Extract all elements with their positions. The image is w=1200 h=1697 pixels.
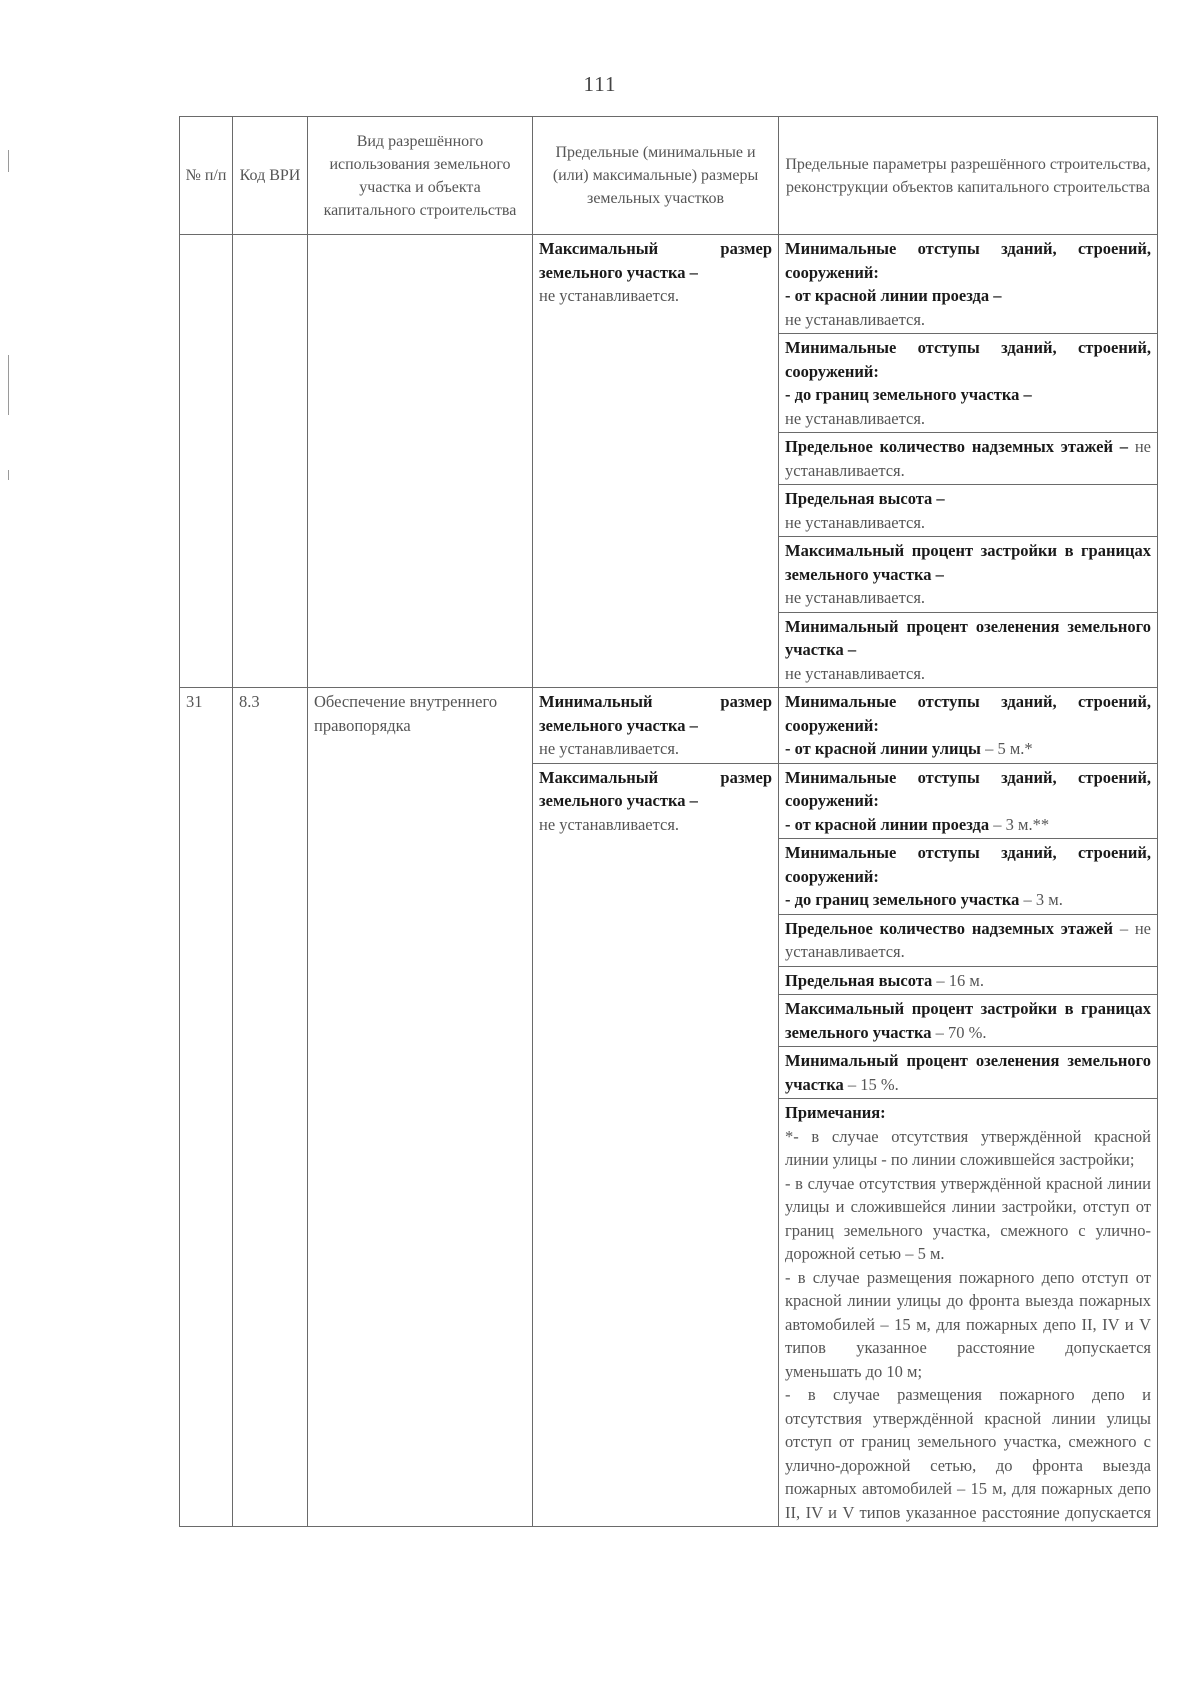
param-cell [779,334,1158,433]
param-value: – 3 м. [1023,890,1063,909]
param-sub: - до границ земельного участка [785,890,1020,909]
table-header-row [180,117,1158,235]
size-max-value: не устанавливается. [539,814,680,834]
param-sub: - до границ земельного участка – [785,385,1032,404]
scan-artifact [8,150,9,172]
param-value: – 5 м.* [985,739,1033,758]
param-cell [779,485,1158,537]
param-label: Предельная высота [785,970,933,990]
param-title: Минимальные отступы зданий, строений, сооружений: [785,692,1151,735]
param-cell [779,995,1158,1047]
cell-code-empty [233,235,308,688]
param-sub: - от красной линии проезда [785,814,990,834]
param-value: – 70 %. [935,1022,987,1042]
notes-title: Примечания: [785,1103,886,1122]
param-cell [779,537,1158,613]
size-min-label: Минимальный размер земельного участка – [539,692,772,735]
size-max-label: Максимальный размер земельного участка – [539,767,772,810]
scan-artifact [8,470,9,480]
note-item: - в случае размещения пожарного депо отступ от красной линии улицы до фронта выезда пожарных автомобилей – 15 м, для пожарных депо II, IV и V типов указанное расстояние допускается уменьшать до 10 м; [785,1267,1151,1381]
notes-text [785,1125,1151,1525]
param-title: Минимальные отступы зданий, строений, сооружений: [785,767,1151,810]
param-cell [779,966,1158,995]
param-label: Минимальный процент озеленения земельного участка [785,1051,1151,1094]
param-title: Минимальные отступы зданий, строений, сооружений: [785,239,1151,282]
scan-artifact [8,355,9,415]
row-code: 8.3 [233,688,308,1527]
header-code: Код ВРИ [233,117,308,235]
param-value: не устанавливается. [785,512,926,532]
regulations-table [179,116,1158,1527]
page-number: 111 [583,72,617,96]
note-item: - в случае размещения пожарного депо и отсутствия утверждённой красной линии улицы отступ от границ земельного участка, смежного с улично-дорожной сетью, до фронта выезда пожарных автомобилей – 15 м, для пожарных депо II, IV и V типов указанное расстояние допускается [785,1385,1151,1522]
param-label: Предельное количество надземных этажей [785,918,1114,938]
size-max-label: Максимальный размер земельного участка – [539,239,772,282]
table-row [180,235,1158,334]
param-cell [779,839,1158,915]
table-row [180,688,1158,764]
header-kind: Вид разрешённого использования земельного участка и объекта капитального строительства [308,117,533,235]
notes-cell [779,1099,1158,1527]
row-number: 31 [180,688,233,1527]
param-label: Предельное количество надземных этажей – [785,437,1129,456]
param-sub: - от красной линии проезда – [785,286,1002,305]
param-value: – 16 м. [936,970,984,990]
param-value: не устанавливается. [785,663,926,683]
row-kind: Обеспечение внутреннего правопорядка [308,688,533,1527]
param-label: Максимальный процент застройки в границах земельного участка – [785,541,1151,584]
param-cell [779,688,1158,764]
header-sizes: Предельные (минимальные и (или) максимальные) размеры земельных участков [533,117,779,235]
param-value: не устанавливается. [785,408,926,428]
param-value: – 15 %. [847,1074,899,1094]
param-label: Предельная высота – [785,489,945,508]
note-item: - в случае отсутствия утверждённой красной линии улицы и сложившейся линии застройки, отступ от границ земельного участка, смежного с улично-дорожной сетью – 5 м. [785,1173,1151,1263]
header-number: № п/п [180,117,233,235]
param-cell [779,612,1158,688]
param-cell [779,433,1158,485]
param-title: Минимальные отступы зданий, строений, сооружений: [785,843,1151,886]
param-sub: - от красной линии улицы [785,739,981,758]
note-item: *- в случае отсутствия утверждённой красной линии улицы - по линии сложившейся застройки; [785,1126,1151,1169]
cell-number-empty [180,235,233,688]
size-max-value: не устанавливается. [539,286,680,305]
param-cell [779,914,1158,966]
cell-size-max [533,763,779,1527]
param-cell [779,763,1158,839]
param-value: – не устанавливается. [785,918,1152,961]
size-min-value: не устанавливается. [539,739,680,758]
param-label: Минимальный процент озеленения земельного участка – [785,616,1151,659]
param-value: – 3 м.** [993,814,1050,834]
param-label: Максимальный процент застройки в границах земельного участка [785,999,1151,1042]
param-value: не устанавливается. [785,437,1151,480]
param-cell [779,235,1158,334]
param-value: не устанавливается. [785,588,926,607]
param-title: Минимальные отступы зданий, строений, сооружений: [785,338,1151,381]
cell-kind-empty [308,235,533,688]
cell-size-min [533,688,779,764]
param-value: не устанавливается. [785,309,926,329]
header-params: Предельные параметры разрешённого строительства, реконструкции объектов капитального строительства [779,117,1158,235]
param-cell [779,1047,1158,1099]
cell-size-max [533,235,779,688]
